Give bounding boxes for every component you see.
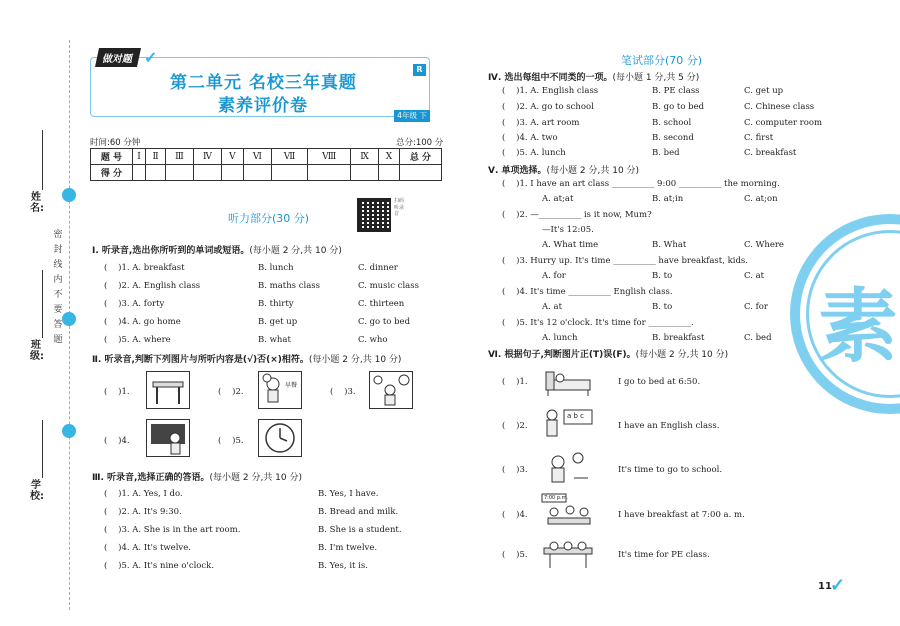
english-class-picture (540, 406, 596, 444)
school-line[interactable] (42, 420, 43, 478)
score-col: Ⅱ (145, 149, 165, 165)
desk-icon (147, 372, 189, 408)
option-b: B. I'm twelve. (318, 543, 378, 553)
seal-dot (62, 312, 76, 326)
option-c: C. get up (744, 86, 784, 96)
score-col-total: 总 分 (400, 149, 442, 165)
writing-title: 笔试部分(70 分) (621, 54, 703, 67)
item-number: )1. (118, 387, 130, 397)
option-b: B. what (258, 335, 291, 345)
morning-picture (369, 371, 413, 409)
picture-caption: 早餐 (285, 382, 298, 389)
exam-time: 时间:60 分钟 (90, 138, 141, 148)
pe-class-picture (540, 538, 596, 572)
option-c: C. for (744, 302, 768, 312)
clock-picture (258, 419, 302, 457)
part3-heading (92, 470, 302, 483)
check-icon: ✓ (144, 48, 158, 67)
list-item[interactable]: ( )1. (104, 387, 130, 397)
score-col: Ⅸ (351, 149, 379, 165)
option-b: B. lunch (258, 263, 294, 273)
option-b: B. get up (258, 317, 298, 327)
option-a: )3. A. forty (118, 299, 165, 309)
page-title: 第二单元 名校三年真题 (170, 73, 357, 93)
item-number: )4. (516, 510, 528, 520)
blackboard-icon (147, 420, 189, 456)
option-a: )1. A. breakfast (118, 263, 185, 273)
part2-heading-text: Ⅱ. 听录音,判断下列图片与所听内容是(√)否(×)相符。 (92, 355, 309, 365)
question-text: )2. —__________ is it now, Mum? (516, 210, 652, 220)
option-a: )2. A. go to school (516, 102, 594, 112)
score-cell[interactable] (243, 165, 272, 181)
option-c: C. at (744, 271, 765, 281)
part2-heading (92, 352, 401, 365)
option-c: C. computer room (744, 118, 823, 128)
option-a: )4. A. It's twelve. (118, 543, 191, 553)
option-c: C. first (744, 133, 774, 143)
clock-icon (259, 420, 301, 456)
score-col: Ⅶ (272, 149, 308, 165)
part3-note: (每小题 2 分,共 10 分) (209, 473, 302, 483)
desk-picture (146, 371, 190, 409)
option-c: C. who (358, 335, 388, 345)
list-item[interactable]: ( )5. It's 12 o'clock. It's time for __________. (502, 318, 694, 328)
option-a: )4. A. two (516, 133, 558, 143)
option-a: )2. A. English class (118, 281, 201, 291)
breakfast-picture (258, 371, 302, 409)
option-c: C. dinner (358, 263, 398, 273)
list-item[interactable]: ( )5. A. lunch (502, 148, 566, 158)
item-number: )1. (516, 377, 528, 387)
option-b: B. go to bed (652, 102, 705, 112)
picture-caption: 7:00 p.m. (544, 495, 569, 501)
part3-heading-text: Ⅲ. 听录音,选择正确的答语。 (92, 473, 210, 483)
option-b: B. maths class (258, 281, 321, 291)
school-label: 学校: (30, 480, 44, 502)
kid-school-icon (540, 450, 596, 488)
school-picture (540, 450, 596, 488)
kid-eating-icon (259, 372, 301, 408)
option-b: B. breakfast (652, 333, 705, 343)
option-b: B. to (652, 302, 673, 312)
teacher-picture (146, 419, 190, 457)
item-number: )2. (516, 421, 528, 431)
option-c: C. thirteen (358, 299, 405, 309)
option-b: B. second (652, 133, 694, 143)
page-subtitle: 素养评价卷 (218, 96, 308, 116)
kids-playing-icon (540, 538, 596, 572)
score-table (90, 148, 442, 181)
option-b: B. at;in (652, 194, 684, 204)
sentence: I go to bed at 6:50. (618, 377, 701, 387)
listening-title: 听力部分(30 分) (228, 212, 310, 225)
part6-heading (488, 347, 728, 360)
question-text: )4. It's time __________ English class. (516, 287, 673, 297)
sentence: It's time to go to school. (618, 465, 723, 475)
part4-heading-text: Ⅳ. 选出每组中不同类的一项。 (488, 73, 613, 83)
score-col: Ⅴ (222, 149, 243, 165)
option-b: B. Bread and milk. (318, 507, 399, 517)
sentence: I have an English class. (618, 421, 720, 431)
score-row-label: 题 号 (91, 149, 133, 165)
score-col: Ⅳ (193, 149, 221, 165)
option-a: )5. A. lunch (516, 148, 566, 158)
grade-badge: 4年级 下 (394, 110, 430, 122)
list-item[interactable]: ( )4. A. go home (104, 317, 181, 327)
part5-note: (每小题 2 分,共 10 分) (546, 166, 640, 176)
score-cell[interactable] (351, 165, 379, 181)
option-b: B. She is a student. (318, 525, 402, 535)
part5-heading-text: Ⅴ. 单项选择。 (488, 166, 547, 176)
option-b: B. Yes, I have. (318, 489, 379, 499)
option-a: )3. A. She is in the art room. (118, 525, 241, 535)
option-a: A. What time (542, 240, 599, 250)
option-b: B. bed (652, 148, 680, 158)
option-a: )5. A. It's nine o'clock. (118, 561, 215, 571)
part6-note: (每小题 2 分,共 10 分) (635, 350, 729, 360)
bed-picture (540, 364, 596, 400)
list-item[interactable]: ( )4. A. two (502, 133, 558, 143)
item-number: )4. (118, 436, 130, 446)
edition-badge: R (413, 64, 426, 76)
item-number: )2. (232, 387, 244, 397)
list-item[interactable]: ( )3. A. forty (104, 299, 165, 309)
seal-dot (62, 424, 76, 438)
option-c: C. bed (744, 333, 772, 343)
score-row-label: 得 分 (91, 165, 133, 181)
list-item[interactable]: ( )4. (104, 436, 130, 446)
score-cell[interactable] (308, 165, 351, 181)
option-a: )3. A. art room (516, 118, 580, 128)
sentence: I have breakfast at 7:00 a. m. (618, 510, 745, 520)
page-number: 11 (818, 581, 832, 592)
score-cell[interactable] (378, 165, 399, 181)
list-item[interactable]: ( )3. Hurry up. It's time __________ have breakfast, kids. (502, 256, 748, 266)
score-col: Ⅷ (308, 149, 351, 165)
seal-character: 素 (818, 280, 898, 373)
seal-dot (62, 188, 76, 202)
list-item[interactable]: ( )4. It's time __________ English class. (502, 287, 673, 297)
name-line[interactable] (42, 130, 43, 190)
option-a: A. for (542, 271, 566, 281)
qr-code-icon[interactable] (357, 198, 391, 232)
score-value-row (91, 165, 442, 181)
score-cell[interactable] (145, 165, 165, 181)
part1-heading-text: Ⅰ. 听录音,选出你所听到的单词或短语。 (92, 246, 250, 256)
option-b: B. Yes, it is. (318, 561, 368, 571)
option-c: C. breakfast (744, 148, 797, 158)
option-a: )1. A. English class (516, 86, 599, 96)
class-line[interactable] (42, 270, 43, 338)
list-item[interactable]: ( )4. (502, 510, 528, 520)
part1-note: (每小题 2 分,共 10 分) (249, 246, 342, 256)
item-number: )3. (516, 465, 528, 475)
sentence: It's time for PE class. (618, 550, 710, 560)
question-text: )1. I have an art class __________ 9:00 __________ the morning. (516, 179, 780, 189)
item-number: )3. (344, 387, 356, 397)
score-col: Ⅰ (133, 149, 146, 165)
part4-heading (488, 70, 699, 83)
list-item[interactable]: ( )2. (502, 421, 528, 431)
option-b: B. What (652, 240, 687, 250)
sun-clock-icon (370, 372, 412, 408)
score-col: Ⅵ (243, 149, 272, 165)
part5-heading (488, 163, 639, 176)
list-item[interactable]: ( )1. I have an art class __________ 9:00 __________ the morning. (502, 179, 780, 189)
score-header-row (91, 149, 442, 165)
option-c: C. music class (358, 281, 419, 291)
part4-note: (每小题 1 分,共 5 分) (612, 73, 700, 83)
option-b: B. thirty (258, 299, 294, 309)
list-item[interactable]: ( )2. A. It's 9:30. (104, 507, 182, 517)
score-col: Ⅲ (166, 149, 194, 165)
list-item[interactable]: ( )3. A. art room (502, 118, 580, 128)
question-text: )5. It's 12 o'clock. It's time for __________. (516, 318, 694, 328)
part6-heading-text: Ⅵ. 根据句子,判断图片正(T)误(F)。 (488, 350, 636, 360)
list-item[interactable]: ( )2. A. English class (104, 281, 201, 291)
score-cell[interactable] (133, 165, 146, 181)
score-col: Ⅹ (378, 149, 399, 165)
option-a: A. at (542, 302, 563, 312)
list-item[interactable]: ( )3. (330, 387, 356, 397)
name-label: 姓名: (30, 192, 44, 214)
seal-words: 密封线内不要答题 (53, 230, 63, 345)
option-a: )2. A. It's 9:30. (118, 507, 182, 517)
option-a: )1. A. Yes, I do. (118, 489, 183, 499)
list-item[interactable]: ( )3. A. She is in the art room. (104, 525, 241, 535)
class-label: 班级: (30, 340, 44, 362)
score-cell[interactable] (193, 165, 221, 181)
list-item[interactable]: ( )5. (502, 550, 528, 560)
score-cell[interactable] (222, 165, 243, 181)
score-cell[interactable] (400, 165, 442, 181)
option-b: B. school (652, 118, 692, 128)
option-c: C. Chinese class (744, 102, 815, 112)
list-item[interactable]: ( )5. A. It's nine o'clock. (104, 561, 215, 571)
score-cell[interactable] (166, 165, 194, 181)
option-c: C. at;on (744, 194, 778, 204)
part2-note: (每小题 2 分,共 10 分) (308, 355, 402, 365)
option-c: C. go to bed (358, 317, 411, 327)
option-a: A. lunch (542, 333, 578, 343)
option-a: )4. A. go home (118, 317, 181, 327)
list-item[interactable]: ( )2. —__________ is it now, Mum? (502, 210, 652, 220)
list-item[interactable]: ( )1. A. English class (502, 86, 599, 96)
option-b: B. to (652, 271, 673, 281)
qr-caption: 扫码听录音 (394, 198, 405, 217)
list-item[interactable]: ( )2. A. go to school (502, 102, 594, 112)
option-a: A. at;at (542, 194, 574, 204)
question-reply: —It's 12:05. (542, 225, 594, 235)
option-c: C. Where (744, 240, 784, 250)
exam-total: 总分:100 分 (396, 138, 444, 148)
list-item[interactable]: ( )4. A. It's twelve. (104, 543, 191, 553)
list-item[interactable]: ( )3. (502, 465, 528, 475)
bed-icon (540, 364, 596, 400)
option-b: B. PE class (652, 86, 700, 96)
option-a: )5. A. where (118, 335, 171, 345)
breakfast-table-picture (540, 492, 596, 532)
check-icon: ✓ (830, 575, 846, 596)
score-cell[interactable] (272, 165, 308, 181)
header-badge: 做对题 (95, 48, 141, 67)
list-item[interactable]: ( )1. A. breakfast (104, 263, 185, 273)
item-number: )5. (516, 550, 528, 560)
list-item[interactable]: ( )5. A. where (104, 335, 171, 345)
picture-caption: a b c (567, 412, 585, 420)
question-text: )3. Hurry up. It's time __________ have breakfast, kids. (516, 256, 748, 266)
list-item[interactable]: ( )1. (502, 377, 528, 387)
list-item[interactable]: ( )5. (218, 436, 244, 446)
item-number: )5. (232, 436, 244, 446)
part1-heading (92, 243, 342, 256)
list-item[interactable]: ( )2. (218, 387, 244, 397)
list-item[interactable]: ( )1. A. Yes, I do. (104, 489, 183, 499)
